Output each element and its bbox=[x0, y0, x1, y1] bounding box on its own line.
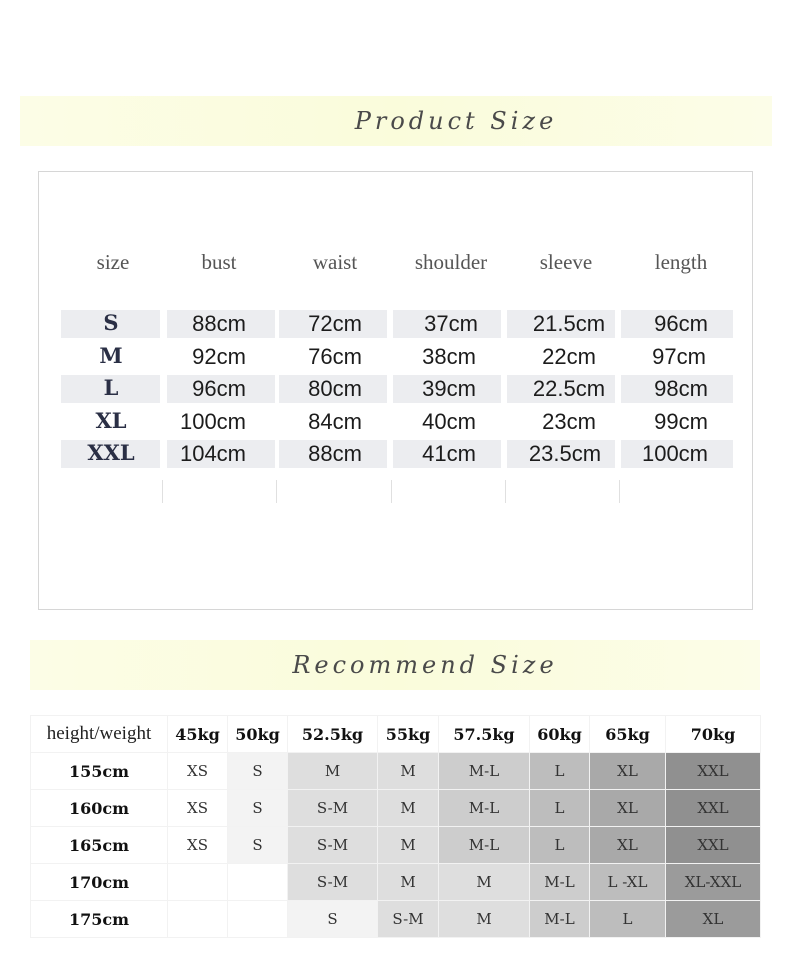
bust-value: 96cm bbox=[192, 376, 246, 401]
size-cell: L bbox=[530, 790, 590, 827]
size-cell: S-M bbox=[288, 864, 378, 901]
bust-value: 104cm bbox=[179, 441, 247, 466]
recommend-size-banner bbox=[30, 640, 760, 690]
size-cell bbox=[168, 901, 228, 938]
size-cell: M bbox=[439, 864, 530, 901]
size-label: S bbox=[103, 310, 119, 335]
bust-value: 100cm bbox=[179, 409, 247, 434]
waist-value: 80cm bbox=[308, 376, 362, 401]
size-row-xl bbox=[61, 406, 733, 437]
size-cell: S bbox=[228, 790, 288, 827]
product-size-header bbox=[39, 250, 752, 280]
size-cell bbox=[228, 864, 288, 901]
product-size-title: Product Size bbox=[354, 107, 558, 135]
column-divider bbox=[619, 480, 620, 503]
height-label: 155cm bbox=[31, 753, 168, 790]
weight-header: 50kg bbox=[228, 716, 288, 753]
size-row-s bbox=[61, 308, 733, 339]
shoulder-value: 37cm bbox=[424, 311, 478, 336]
size-cell: XS bbox=[168, 827, 228, 864]
size-cell: XXL bbox=[666, 827, 761, 864]
recommend-size-table bbox=[30, 715, 761, 938]
header-waist: waist bbox=[312, 250, 358, 274]
table-row bbox=[31, 790, 761, 827]
column-divider bbox=[162, 480, 163, 503]
bust-value: 88cm bbox=[192, 311, 246, 336]
column-divider bbox=[505, 480, 506, 503]
length-value: 100cm bbox=[641, 441, 709, 466]
table-row bbox=[31, 827, 761, 864]
size-label: L bbox=[103, 375, 119, 400]
waist-value: 84cm bbox=[308, 409, 362, 434]
length-value: 98cm bbox=[654, 376, 708, 401]
weight-header: 52.5kg bbox=[288, 716, 378, 753]
length-value: 99cm bbox=[654, 409, 708, 434]
weight-header: 65kg bbox=[590, 716, 666, 753]
weight-header: 45kg bbox=[168, 716, 228, 753]
weight-header: 57.5kg bbox=[439, 716, 530, 753]
shoulder-value: 41cm bbox=[422, 441, 476, 466]
weight-header: 70kg bbox=[666, 716, 761, 753]
size-cell: XL bbox=[590, 790, 666, 827]
size-cell: M bbox=[378, 864, 439, 901]
product-size-table bbox=[38, 171, 753, 610]
size-label: XXL bbox=[87, 440, 135, 465]
length-value: 97cm bbox=[652, 344, 706, 369]
size-label: XL bbox=[95, 408, 127, 433]
sleeve-value: 21.5cm bbox=[532, 311, 606, 336]
size-cell: L bbox=[590, 901, 666, 938]
weight-header: 55kg bbox=[378, 716, 439, 753]
product-size-banner bbox=[20, 96, 772, 146]
recommend-size-title: Recommend Size bbox=[292, 651, 558, 679]
column-divider bbox=[276, 480, 277, 503]
size-cell: S-M bbox=[288, 790, 378, 827]
header-length: length bbox=[654, 250, 708, 274]
size-row-l bbox=[61, 373, 733, 404]
size-cell: XL-XXL bbox=[666, 864, 761, 901]
shoulder-value: 38cm bbox=[422, 344, 476, 369]
height-label: 175cm bbox=[31, 901, 168, 938]
sleeve-value: 23cm bbox=[542, 409, 596, 434]
weight-header-row bbox=[31, 716, 761, 753]
size-cell: S bbox=[288, 901, 378, 938]
height-label: 165cm bbox=[31, 827, 168, 864]
table-row bbox=[31, 753, 761, 790]
size-cell: S-M bbox=[378, 901, 439, 938]
shoulder-value: 39cm bbox=[422, 376, 476, 401]
size-cell: L bbox=[530, 753, 590, 790]
size-cell: M-L bbox=[439, 827, 530, 864]
size-cell: S bbox=[228, 827, 288, 864]
header-sleeve: sleeve bbox=[539, 250, 593, 274]
weight-header: 60kg bbox=[530, 716, 590, 753]
size-cell: XS bbox=[168, 790, 228, 827]
height-label: 160cm bbox=[31, 790, 168, 827]
size-cell: XS bbox=[168, 753, 228, 790]
length-value: 96cm bbox=[654, 311, 708, 336]
size-label: M bbox=[99, 343, 123, 368]
size-cell: M bbox=[439, 901, 530, 938]
size-cell: XXL bbox=[666, 790, 761, 827]
size-cell: M bbox=[288, 753, 378, 790]
size-cell: XXL bbox=[666, 753, 761, 790]
waist-value: 72cm bbox=[308, 311, 362, 336]
column-divider bbox=[391, 480, 392, 503]
size-cell: L bbox=[530, 827, 590, 864]
size-cell: XL bbox=[590, 753, 666, 790]
size-cell: M-L bbox=[530, 901, 590, 938]
waist-value: 88cm bbox=[308, 441, 362, 466]
table-row bbox=[31, 901, 761, 938]
header-bust: bust bbox=[201, 250, 237, 274]
table-row bbox=[31, 864, 761, 901]
size-cell bbox=[168, 864, 228, 901]
size-cell: M bbox=[378, 790, 439, 827]
size-cell: XL bbox=[590, 827, 666, 864]
size-cell: M bbox=[378, 827, 439, 864]
size-cell: S bbox=[228, 753, 288, 790]
size-cell: M bbox=[378, 753, 439, 790]
size-row-xxl bbox=[61, 438, 733, 469]
size-cell: L -XL bbox=[590, 864, 666, 901]
size-cell: S-M bbox=[288, 827, 378, 864]
bust-value: 92cm bbox=[192, 344, 246, 369]
header-size: size bbox=[96, 250, 130, 274]
size-cell: XL bbox=[666, 901, 761, 938]
sleeve-value: 22.5cm bbox=[532, 376, 606, 401]
size-cell bbox=[228, 901, 288, 938]
size-cell: M-L bbox=[530, 864, 590, 901]
sleeve-value: 22cm bbox=[542, 344, 596, 369]
height-label: 170cm bbox=[31, 864, 168, 901]
shoulder-value: 40cm bbox=[422, 409, 476, 434]
size-cell: M-L bbox=[439, 753, 530, 790]
waist-value: 76cm bbox=[308, 344, 362, 369]
size-cell: M-L bbox=[439, 790, 530, 827]
sleeve-value: 23.5cm bbox=[528, 441, 602, 466]
header-shoulder: shoulder bbox=[414, 250, 488, 274]
size-row-m bbox=[61, 341, 733, 372]
corner-label: height/weight bbox=[31, 716, 168, 753]
